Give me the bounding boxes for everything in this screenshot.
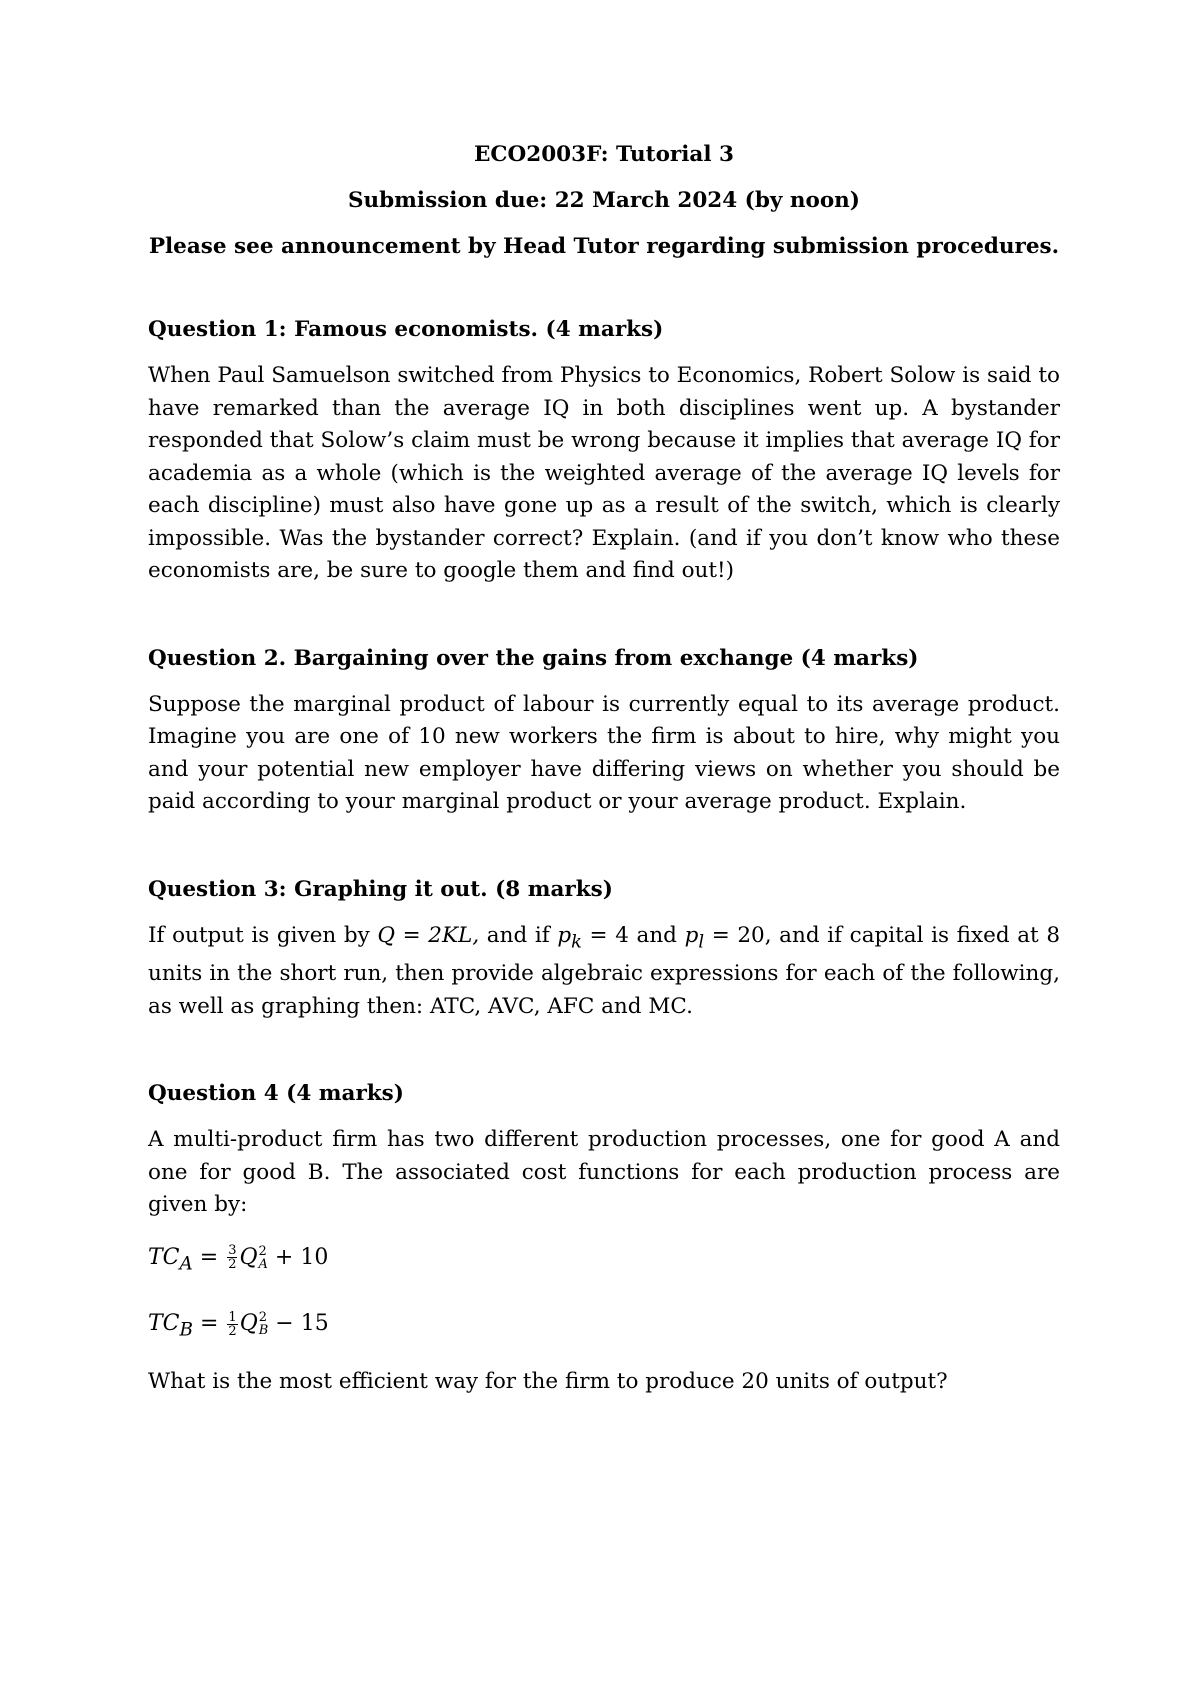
math-fraction [227, 1244, 237, 1271]
math-subscript: l [698, 930, 705, 952]
math-symbol: p [557, 922, 572, 948]
math-supsub [259, 1311, 269, 1337]
math-value: = 20 [704, 922, 765, 948]
math-pk [557, 922, 629, 952]
text-fragment: and if [479, 922, 558, 948]
submission-due: Submission due: 22 March 2024 (by noon) [347, 187, 860, 213]
spacer [148, 1023, 1060, 1081]
question-2-body: Suppose the marginal product of labour is currently equal to its average product. Imagine you are one of 10 new workers the firm is about to hire, why might you and your potential new employer have differing views on whether you should be paid according to your marginal product or your average product. Explain. [148, 691, 1060, 815]
question-3-heading: Question 3: Graphing it out. (8 marks) [148, 876, 613, 902]
question-1-heading: Question 1: Famous economists. (4 marks) [148, 317, 664, 343]
math-symbol: Q [239, 1244, 258, 1270]
text-fragment: and [628, 922, 685, 948]
document-title: ECO2003F: Tutorial 3 [474, 142, 734, 167]
question-4-closing: What is the most efficient way for the firm to produce 20 units of output? [148, 1369, 948, 1395]
math-symbol: TC [148, 1311, 180, 1337]
question-2-heading: Question 2. Bargaining over the gains from exchange (4 marks) [148, 645, 919, 671]
submission-note: Please see announcement by Head Tutor regarding submission procedures. [148, 233, 1060, 259]
question-4-body: A multi-product firm has two different production processes, one for good A and one for good B. The associated cost functions for each production process are given by: [148, 1127, 1060, 1218]
question-3-body [148, 920, 1060, 1024]
math-superscript: 2 [258, 1243, 267, 1259]
math-symbol: TC [148, 1244, 180, 1270]
fraction-numerator: 3 [228, 1243, 237, 1259]
equation-tc-a [148, 1238, 1060, 1284]
spacer [148, 1350, 1060, 1366]
math-symbol: p [684, 922, 699, 948]
math-rest: − 15 [268, 1311, 329, 1337]
math-rest: + 10 [267, 1244, 329, 1270]
math-supsub [259, 1245, 268, 1271]
math-fraction [227, 1311, 237, 1338]
math-subscript: B [258, 1323, 269, 1339]
math-output-function: Q = 2KL, [377, 922, 480, 948]
math-superscript: 2 [258, 1310, 268, 1326]
math-subscript: A [258, 1256, 268, 1272]
fraction-numerator: 1 [228, 1309, 237, 1325]
fraction-denominator: 2 [228, 1257, 237, 1273]
question-4-heading: Question 4 (4 marks) [148, 1081, 404, 1107]
equation-tc-b [148, 1304, 1060, 1350]
document-page [148, 142, 1060, 1399]
spacer [148, 819, 1060, 877]
text-fragment: , and if capital is fixed at 8 units in the short run, then provide algebraic expressions for each of the following, as well as graphing then: ATC, AVC, AFC and MC. [148, 922, 1060, 1019]
math-operator: = [192, 1311, 226, 1337]
math-subscript: B [179, 1319, 193, 1341]
math-value: = 4 [581, 922, 629, 948]
math-operator: = [192, 1244, 226, 1270]
spacer [148, 1222, 1060, 1238]
fraction-denominator: 2 [228, 1323, 237, 1339]
math-symbol: Q [239, 1311, 258, 1337]
math-subscript: A [179, 1253, 193, 1275]
spacer [148, 1284, 1060, 1304]
spacer [148, 588, 1060, 646]
math-subscript: k [571, 930, 582, 952]
text-fragment: If output is given by [148, 922, 378, 948]
question-1-body: When Paul Samuelson switched from Physics to Economics, Robert Solow is said to have remarked than the average IQ in both disciplines went up. A bystander responded that Solow’s claim must be wrong because it implies that average IQ for academia as a whole (which is the weighted average of the average IQ levels for each discipline) must also have gone up as a result of the switch, which is clearly impossible. Was the bystander correct? Explain. (and if you don’t know who these economists are, be sure to google them and find out!) [148, 363, 1060, 584]
math-pl [684, 922, 765, 952]
